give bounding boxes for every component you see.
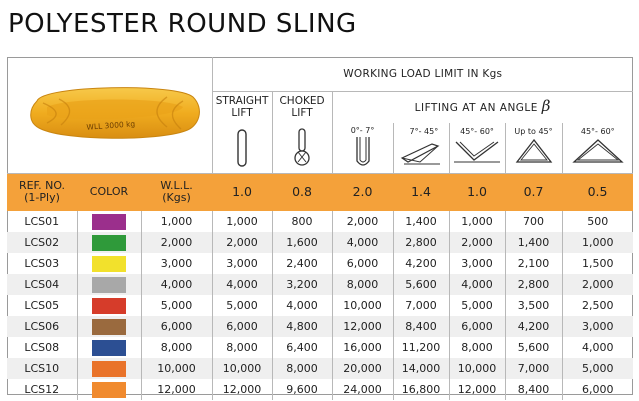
factor-angle-0-7: 2.0 (332, 173, 393, 211)
row-value: 1,500 (562, 253, 633, 274)
table-row (7, 337, 633, 358)
row-value: 10,000 (212, 358, 272, 379)
row-value: 5,000 (212, 295, 272, 316)
row-value: 8,400 (505, 379, 562, 400)
row-value: 10,000 (332, 295, 393, 316)
row-value: 8,000 (272, 358, 332, 379)
angle-label-3: Up to 45° (514, 127, 553, 137)
row-value: 5,600 (393, 274, 449, 295)
color-swatch (92, 235, 126, 251)
choked-lift-icon (287, 126, 317, 170)
row-color-cell (77, 253, 141, 274)
row-ref: LCS12 (24, 383, 60, 396)
straight-lift-icon-cell (212, 123, 272, 173)
angle-label-4: 45°- 60° (580, 127, 615, 137)
row-value: 1,400 (393, 211, 449, 232)
row-value: 12,000 (449, 379, 505, 400)
row-value: 2,800 (505, 274, 562, 295)
row-value: 6,000 (212, 316, 272, 337)
row-value: 5,000 (449, 295, 505, 316)
row-value: 12,000 (212, 379, 272, 400)
row-value: 6,000 (562, 379, 633, 400)
row-color-cell (77, 274, 141, 295)
factor-up-to-45: 0.7 (505, 173, 562, 211)
color-header: COLOR (77, 173, 141, 211)
row-value: 3,000 (449, 253, 505, 274)
row-value: 4,800 (272, 316, 332, 337)
factor-choked: 0.8 (272, 173, 332, 211)
row-value: 2,100 (505, 253, 562, 274)
row-value: 4,000 (212, 274, 272, 295)
row-value: 8,000 (212, 337, 272, 358)
basket-7-45-icon (396, 136, 446, 170)
lifting-angle-header (332, 91, 633, 123)
row-value: 16,000 (332, 337, 393, 358)
row-value: 8,000 (449, 337, 505, 358)
factor-angle-7-45: 1.4 (393, 173, 449, 211)
row-wll: 12,000 (141, 379, 212, 400)
two-leg-icon-cell (505, 123, 562, 173)
factor-straight: 1.0 (212, 173, 272, 211)
row-ref: LCS05 (24, 299, 60, 312)
row-value: 2,000 (332, 211, 393, 232)
row-wll: 2,000 (141, 232, 212, 253)
two-leg-wide-icon-cell (562, 123, 633, 173)
sling-label: WLL 3000 kg (86, 119, 136, 132)
ref-no-line-2: (1-Ply) (24, 191, 60, 205)
table-row (7, 316, 633, 337)
row-wll: 5,000 (141, 295, 212, 316)
wll-line-1: W.L.L. (160, 179, 193, 193)
color-swatch (92, 214, 126, 230)
row-value: 700 (505, 211, 562, 232)
row-value: 800 (272, 211, 332, 232)
row-ref: LCS01 (24, 215, 60, 228)
page-title: POLYESTER ROUND SLING (8, 9, 357, 39)
row-value: 7,000 (393, 295, 449, 316)
table-row (7, 295, 633, 316)
table-row (7, 379, 633, 400)
row-value: 2,800 (393, 232, 449, 253)
row-color-cell (77, 337, 141, 358)
basket-7-45-icon-cell (393, 123, 449, 173)
row-value: 7,000 (505, 358, 562, 379)
row-value: 10,000 (449, 358, 505, 379)
factor-45-60-wide: 0.5 (562, 173, 633, 211)
row-color-cell (77, 316, 141, 337)
row-value: 16,800 (393, 379, 449, 400)
table-row (7, 253, 633, 274)
row-value: 6,000 (332, 253, 393, 274)
factor-angle-45-60: 1.0 (449, 173, 505, 211)
table-row (7, 274, 633, 295)
row-value: 1,000 (212, 211, 272, 232)
row-value: 1,000 (449, 211, 505, 232)
row-wll: 4,000 (141, 274, 212, 295)
row-value: 5,000 (562, 358, 633, 379)
straight-lift-header (212, 91, 272, 123)
two-leg-icon (509, 136, 559, 170)
row-value: 3,200 (272, 274, 332, 295)
ref-no-line-1: REF. NO. (18, 179, 66, 193)
row-value: 6,400 (272, 337, 332, 358)
row-value: 9,600 (272, 379, 332, 400)
row-value: 4,000 (449, 274, 505, 295)
row-value: 4,000 (272, 295, 332, 316)
factor-row (7, 173, 633, 211)
straight-lift-line-1: STRAIGHT (215, 95, 269, 108)
row-value: 8,000 (332, 274, 393, 295)
row-wll: 10,000 (141, 358, 212, 379)
choked-lift-icon-cell (272, 123, 332, 173)
table-row (7, 211, 633, 232)
color-swatch (92, 361, 126, 377)
beta-symbol: β (541, 97, 551, 116)
choked-lift-line-1: CHOKED (279, 95, 325, 108)
row-ref: LCS06 (7, 316, 77, 337)
basket-45-60-icon (450, 136, 504, 170)
row-color-cell (77, 211, 141, 232)
row-color-cell (77, 232, 141, 253)
two-leg-wide-icon (568, 136, 628, 170)
row-value: 4,000 (562, 337, 633, 358)
row-value: 1,000 (562, 232, 633, 253)
row-value: 5,600 (505, 337, 562, 358)
row-value: 500 (562, 211, 633, 232)
row-value: 3,000 (212, 253, 272, 274)
row-ref: LCS02 (7, 232, 77, 253)
basket-45-60-icon-cell (449, 123, 505, 173)
row-ref: LCS04 (7, 274, 77, 295)
color-swatch (92, 382, 126, 398)
wll-header: WORKING LOAD LIMIT IN Kgs (212, 57, 633, 91)
row-color-cell (77, 358, 141, 379)
row-value: 11,200 (393, 337, 449, 358)
table-row (7, 232, 633, 253)
row-value: 2,000 (449, 232, 505, 253)
straight-lift-line-2: LIFT (231, 107, 253, 120)
row-value: 6,000 (449, 316, 505, 337)
row-value: 2,400 (272, 253, 332, 274)
row-value: 1,600 (272, 232, 332, 253)
basket-vertical-icon-cell (332, 123, 393, 173)
straight-lift-icon (227, 126, 257, 170)
row-value: 2,500 (562, 295, 633, 316)
color-swatch (92, 319, 126, 335)
row-wll: 3,000 (141, 253, 212, 274)
row-ref: LCS08 (24, 341, 60, 354)
row-value: 1,400 (505, 232, 562, 253)
color-swatch (92, 298, 126, 314)
ref-no-header (7, 173, 77, 211)
choked-lift-line-2: LIFT (291, 107, 313, 120)
header-row-1 (7, 57, 633, 91)
row-value: 24,000 (332, 379, 393, 400)
row-color-cell (77, 295, 141, 316)
row-wll: 6,000 (141, 316, 212, 337)
angle-label-2: 45°- 60° (460, 127, 494, 137)
color-swatch (92, 277, 126, 293)
row-value: 14,000 (393, 358, 449, 379)
row-value: 4,200 (393, 253, 449, 274)
row-value: 3,000 (562, 316, 633, 337)
angle-label-0: 0°- 7° (350, 126, 375, 136)
row-ref: LCS03 (24, 257, 60, 270)
wll-table (7, 57, 633, 400)
row-value: 8,400 (393, 316, 449, 337)
row-value: 12,000 (332, 316, 393, 337)
sling-image-cell (7, 57, 212, 173)
angle-label-1: 7°- 45° (409, 127, 439, 137)
row-ref: LCS10 (7, 358, 77, 379)
row-value: 3,500 (505, 295, 562, 316)
lifting-angle-label: LIFTING AT AN ANGLE (414, 102, 538, 115)
round-sling-image (7, 57, 212, 175)
wll-kgs-header (141, 173, 212, 211)
row-value: 4,000 (332, 232, 393, 253)
color-swatch (92, 256, 126, 272)
row-value: 4,200 (505, 316, 562, 337)
wll-line-2: (Kgs) (162, 191, 191, 205)
choked-lift-header (272, 91, 332, 123)
row-wll: 1,000 (141, 211, 212, 232)
color-swatch (92, 340, 126, 356)
basket-vertical-icon (348, 135, 378, 171)
row-wll: 8,000 (141, 337, 212, 358)
row-value: 20,000 (332, 358, 393, 379)
row-value: 2,000 (212, 232, 272, 253)
table-row (7, 358, 633, 379)
row-color-cell (77, 379, 141, 400)
row-value: 2,000 (562, 274, 633, 295)
